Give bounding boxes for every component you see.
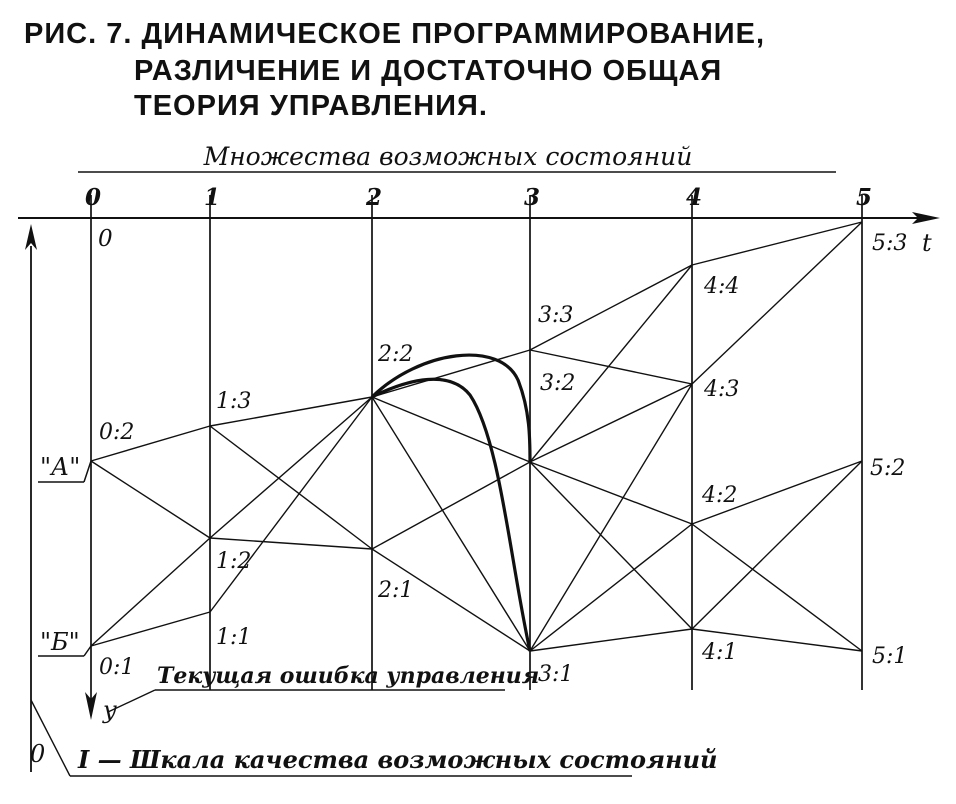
node-label-0-1: 0:1 (99, 655, 135, 680)
control-path-to-3-1 (372, 379, 530, 651)
control-path-to-3-2 (372, 355, 530, 462)
stage-label-2: 2 (365, 184, 383, 211)
error-axis-label: y (103, 696, 117, 724)
edge-1:2-2:2 (210, 397, 372, 538)
input-label-b-leader (84, 646, 91, 656)
node-label-0-2: 0:2 (99, 420, 135, 445)
node-label-4-1: 4:1 (702, 640, 738, 665)
node-label-1-1: 1:1 (216, 625, 252, 650)
edge-3:1-4:3 (530, 384, 692, 651)
node-label-5-2: 5:2 (870, 456, 906, 481)
edge-3:2-4:1 (530, 462, 692, 629)
node-label-1-3: 1:3 (216, 389, 252, 414)
edge-2:2-3:2 (372, 397, 530, 462)
edge-A-1:2 (91, 461, 210, 538)
caption-line-1: РИС. 7. ДИНАМИЧЕСКОЕ ПРОГРАММИРОВАНИЕ, (24, 18, 766, 50)
edge-3:2-4:2 (530, 462, 692, 524)
stage-label-4: 4 (685, 184, 703, 211)
input-label-a-leader (84, 461, 91, 482)
stage-label-0: 0 (84, 184, 102, 211)
input-label-b: "Б" (40, 628, 80, 656)
node-label-3-1: 3:1 (538, 662, 574, 687)
node-label-2-1: 2:1 (378, 578, 414, 603)
edge-1:1-2:2 (210, 397, 372, 612)
node-label-3-2: 3:2 (540, 371, 576, 396)
edge-4:4-5:3 (692, 222, 862, 265)
edge-1:2-2:1 (210, 538, 372, 549)
error-title: Текущая ошибка управления (157, 663, 540, 689)
node-label-5-3: 5:3 (872, 231, 908, 256)
caption-line-3: ТЕОРИЯ УПРАВЛЕНИЯ. (134, 90, 488, 122)
stage-label-1: 1 (203, 184, 221, 211)
node-label-4-3: 4:3 (704, 377, 740, 402)
edge-B-1:2 (91, 538, 210, 646)
stage-label-5: 5 (855, 184, 873, 211)
edge-2:1-3:2 (372, 462, 530, 549)
node-label-2-2: 2:2 (378, 342, 414, 367)
input-label-a: "А" (40, 453, 81, 481)
edge-3:2-4:4 (530, 265, 692, 462)
sets-title: Множества возможных состояний (203, 142, 693, 171)
caption-line-2: РАЗЛИЧЕНИЕ И ДОСТАТОЧНО ОБЩАЯ (134, 55, 723, 87)
edge-4:3-5:3 (692, 222, 862, 384)
stage-label-3: 3 (523, 184, 541, 211)
node-label-4-4: 4:4 (704, 274, 740, 299)
time-axis-label: t (922, 229, 932, 257)
node-label-5-1: 5:1 (872, 644, 908, 669)
node-label-3-3: 3:3 (538, 303, 574, 328)
edge-1:3-2:1 (210, 426, 372, 549)
quality-scale-title: I — Шкала качества возможных состояний (78, 745, 718, 774)
origin-label: 0 (98, 226, 113, 252)
quality-scale-origin: 0 (30, 740, 46, 768)
node-label-4-2: 4:2 (702, 483, 738, 508)
node-label-1-2: 1:2 (216, 549, 252, 574)
